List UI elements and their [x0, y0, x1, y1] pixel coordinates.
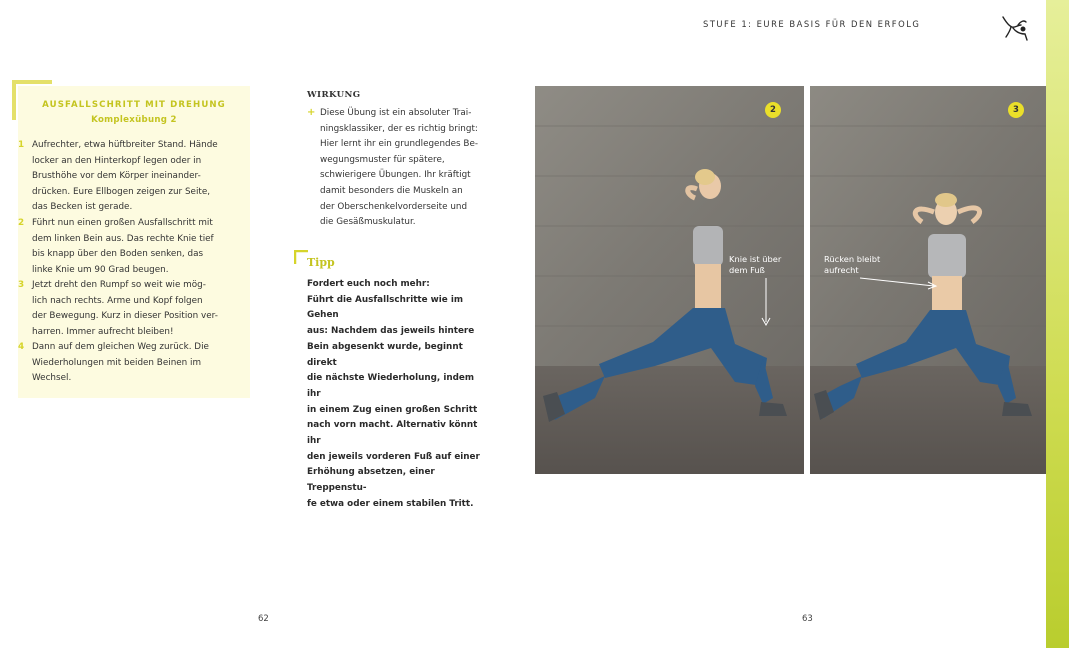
tipp-line: aus: Nachdem das jeweils hintere: [307, 326, 475, 337]
step-line: locker an den Hinterkopf legen oder in: [32, 155, 202, 166]
step-line: linke Knie um 90 Grad beugen.: [32, 264, 169, 275]
step-line: Aufrechter, etwa hüftbreiter Stand. Hände: [32, 140, 218, 150]
step-line: Dann auf dem gleichen Weg zurück. Die: [32, 342, 209, 352]
annotation-arrow-icon: [860, 274, 940, 290]
step-item: [18, 216, 242, 278]
step-line: Wiederholungen mit beiden Beinen im: [32, 357, 202, 368]
photo-number-badge: 2: [765, 102, 781, 118]
photo-number-badge: 3: [1008, 102, 1024, 118]
step-number: 3: [18, 280, 25, 290]
corner-bracket-icon: [294, 250, 308, 264]
tipp-line: in einem Zug einen großen Schritt: [307, 404, 478, 415]
exercise-photo-3: [810, 86, 1046, 474]
wirkung-line: wegungsmuster für spätere,: [320, 154, 445, 165]
page-number-right: 63: [802, 614, 813, 624]
step-number: 2: [18, 218, 25, 228]
annotation-line: aufrecht: [824, 265, 859, 275]
wirkung-line: die Gesäßmuskulatur.: [320, 217, 416, 228]
annotation-line: Rücken bleibt: [824, 254, 881, 264]
step-line: Führt nun einen großen Ausfallschritt mit: [32, 218, 213, 228]
wirkung-line: Hier lernt ihr ein grundlegendes Be-: [320, 139, 479, 150]
step-line: der Bewegung. Kurz in dieser Position ver-: [32, 311, 218, 322]
wirkung-heading: WIRKUNG: [307, 90, 361, 100]
step-item: [18, 138, 242, 216]
wirkung-line: schwierigere Übungen. Ihr kräftigt: [320, 170, 471, 181]
step-number: 4: [18, 342, 25, 352]
page-number-left: 62: [258, 614, 269, 624]
step-line: drücken. Eure Ellbogen zeigen zur Seite,: [32, 186, 211, 197]
tipp-line: nach vorn macht. Alternativ könnt ihr: [307, 420, 478, 447]
photo-annotation: [824, 254, 880, 276]
exercise-photo-2: [535, 86, 804, 474]
step-line: dem linken Bein aus. Das rechte Knie tief: [32, 233, 214, 244]
wirkung-line: Diese Übung ist ein absoluter Trai-: [320, 108, 472, 118]
step-line: das Becken ist gerade.: [32, 202, 133, 213]
tipp-text: [307, 277, 485, 513]
step-item: [18, 340, 242, 387]
tipp-line: die nächste Wiederholung, indem ihr: [307, 373, 475, 399]
wirkung-line: der Oberschenkelvorderseite und: [320, 201, 468, 212]
wirkung-text: [320, 106, 490, 231]
exercise-title: AUSFALLSCHRITT MIT DREHUNG: [42, 100, 226, 110]
step-line: Wechsel.: [32, 373, 72, 384]
tipp-line: Erhöhung absetzen, einer Treppenstu-: [307, 467, 435, 494]
tipp-line: fe etwa oder einem stabilen Tritt.: [307, 498, 474, 509]
step-line: Jetzt dreht den Rumpf so weit wie mög-: [32, 280, 206, 290]
step-number: 1: [18, 140, 25, 150]
annotation-arrow-icon: [761, 278, 771, 326]
exercise-subtitle: Komplexübung 2: [91, 115, 177, 125]
photo-annotation: [729, 254, 781, 276]
step-line: Brusthöhe vor dem Körper ineinander-: [32, 171, 201, 182]
step-line: lich nach rechts. Arme und Kopf folgen: [32, 295, 203, 306]
annotation-line: Knie ist über: [729, 254, 782, 264]
wirkung-line: ningsklassiker, der es richtig bringt:: [320, 123, 478, 134]
page-edge-strip: [1046, 0, 1069, 648]
tipp-line: Fordert euch noch mehr:: [307, 279, 430, 289]
step-line: bis knapp über den Boden senken, das: [32, 249, 204, 260]
annotation-line: dem Fuß: [729, 265, 765, 275]
tipp-heading: Tipp: [307, 256, 335, 269]
step-line: harren. Immer aufrecht bleiben!: [32, 326, 174, 337]
plus-bullet-icon: +: [307, 107, 316, 118]
wirkung-line: damit besonders die Muskeln an: [320, 185, 463, 196]
running-head: STUFE 1: EURE BASIS FÜR DEN ERFOLG: [703, 19, 921, 29]
tipp-line: Bein abgesenkt wurde, beginnt direkt: [307, 341, 463, 368]
step-item: [18, 278, 242, 340]
tipp-line: Führt die Ausfallschritte wie im Gehen: [307, 294, 464, 321]
tipp-line: den jeweils vorderen Fuß auf einer: [307, 451, 480, 462]
lunge-figure-logo: [998, 13, 1032, 43]
